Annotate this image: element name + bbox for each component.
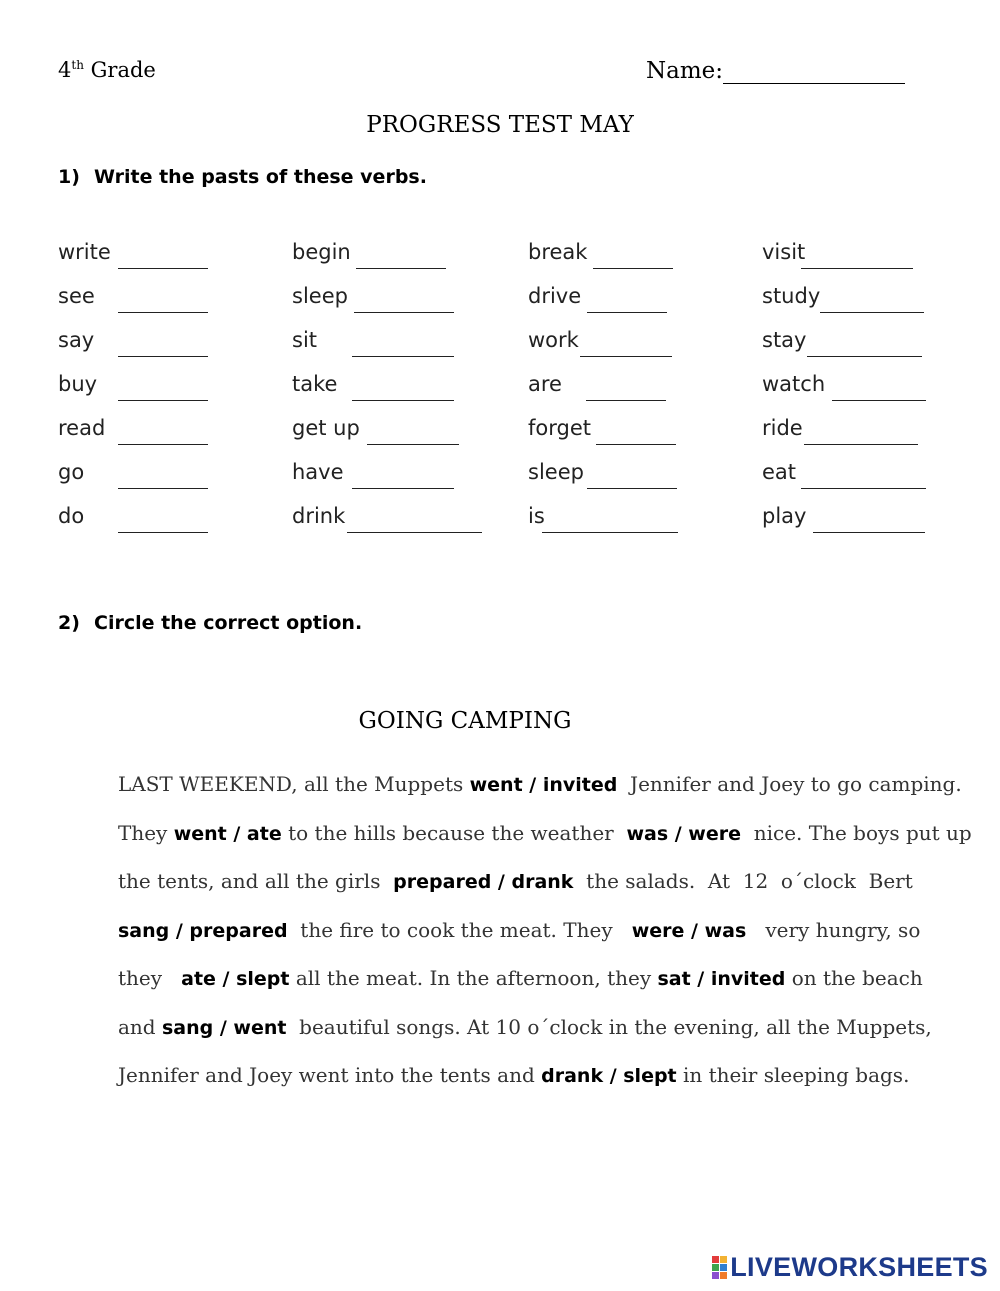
logo-block (720, 1264, 727, 1271)
liveworksheets-blocks-icon (712, 1256, 727, 1279)
logo-block (712, 1264, 719, 1271)
verb-label: forget (528, 416, 591, 440)
story-fragment: nice. The boys put up (741, 820, 972, 845)
story-fragment: LAST WEEKEND, all the Muppets (118, 772, 470, 796)
story-line (118, 861, 913, 901)
grade-label: 4th Grade (58, 58, 156, 82)
logo-block (720, 1256, 727, 1263)
story-fragment: on the beach (785, 966, 923, 990)
answer-blank[interactable] (347, 504, 482, 533)
option-choice[interactable]: sang / prepared (118, 919, 288, 942)
logo-block (720, 1272, 727, 1279)
answer-blank[interactable] (542, 504, 678, 533)
verb-label: is (528, 504, 545, 528)
verb-label: play (762, 504, 807, 528)
story-fragment: they (118, 966, 182, 990)
answer-blank[interactable] (356, 240, 446, 269)
verb-label: ride (762, 416, 803, 440)
answer-blank[interactable] (832, 372, 926, 401)
answer-blank[interactable] (352, 328, 454, 357)
logo-block (712, 1256, 719, 1263)
verb-row (58, 460, 958, 490)
answer-blank[interactable] (352, 460, 454, 489)
verb-label: sleep (528, 460, 584, 484)
answer-blank[interactable] (801, 240, 913, 269)
verb-label: say (58, 328, 95, 352)
verb-row (58, 416, 958, 446)
answer-blank[interactable] (118, 372, 208, 401)
story-fragment: all the meat. In the afternoon, they (289, 966, 658, 990)
answer-blank[interactable] (354, 284, 454, 313)
option-choice[interactable]: prepared / drank (393, 871, 574, 893)
answer-blank[interactable] (352, 372, 454, 401)
story-fragment: Jennifer and Joey went into the tents and (118, 1063, 542, 1087)
verb-label: drink (292, 504, 346, 528)
liveworksheets-logo: LIVEWORKSHEETS (712, 1252, 988, 1283)
option-choice[interactable]: was / were (626, 822, 742, 845)
logo-block (712, 1272, 719, 1279)
answer-blank[interactable] (118, 284, 208, 313)
answer-blank[interactable] (586, 372, 666, 401)
story-title: GOING CAMPING (358, 708, 572, 734)
question-1: 1) Write the pasts of these verbs. (58, 166, 427, 188)
answer-blank[interactable] (801, 460, 926, 489)
name-blank[interactable] (723, 61, 905, 84)
verb-label: see (58, 284, 95, 308)
answer-blank[interactable] (813, 504, 925, 533)
answer-blank[interactable] (587, 284, 667, 313)
option-choice[interactable]: went / ate (173, 822, 282, 845)
story-fragment: They (118, 820, 174, 845)
story-fragment: in their sleeping bags. (676, 1063, 910, 1087)
verb-label: sit (292, 328, 318, 352)
verb-label: write (58, 240, 111, 264)
verb-label: sleep (292, 284, 348, 308)
verb-row (58, 372, 958, 402)
story-line (118, 1055, 909, 1095)
option-choice[interactable]: sat / invited (657, 968, 786, 990)
verb-label: get up (292, 416, 360, 440)
page-title: PROGRESS TEST MAY (366, 112, 634, 138)
verb-row (58, 328, 958, 358)
option-choice[interactable]: sang / went (161, 1016, 287, 1039)
story-fragment: the salads. At 12 o´clock Bert (573, 869, 913, 893)
answer-blank[interactable] (807, 328, 922, 357)
verb-label: visit (762, 240, 806, 264)
verb-label: buy (58, 372, 98, 396)
answer-blank[interactable] (820, 284, 924, 313)
story-line (118, 813, 972, 853)
answer-blank[interactable] (596, 416, 676, 445)
answer-blank[interactable] (587, 460, 677, 489)
verb-label: break (528, 240, 588, 264)
story-fragment: to the hills because the weather (281, 820, 627, 845)
answer-blank[interactable] (593, 240, 673, 269)
story-line (118, 764, 962, 804)
verb-row (58, 504, 958, 534)
story-fragment: Jennifer and Joey to go camping. (617, 772, 962, 796)
verb-label: drive (528, 284, 582, 308)
verb-row (58, 240, 958, 270)
answer-blank[interactable] (580, 328, 672, 357)
verb-label: study (762, 284, 821, 308)
story-line (118, 1007, 932, 1047)
answer-blank[interactable] (118, 460, 208, 489)
story-fragment: the fire to cook the meat. They (287, 917, 632, 942)
answer-blank[interactable] (118, 416, 208, 445)
story-fragment: very hungry, so (746, 917, 921, 942)
answer-blank[interactable] (367, 416, 459, 445)
verb-label: stay (762, 328, 807, 352)
verb-label: do (58, 504, 85, 528)
verb-label: watch (762, 372, 826, 396)
name-label: Name: (646, 58, 724, 84)
verb-label: eat (762, 460, 797, 484)
story-line (118, 958, 923, 998)
option-choice[interactable]: went / invited (469, 774, 618, 796)
name-field (646, 58, 905, 84)
story-fragment: beautiful songs. At 10 o´clock in the evening, all the Muppets, (286, 1014, 932, 1039)
answer-blank[interactable] (804, 416, 918, 445)
answer-blank[interactable] (118, 328, 208, 357)
story-fragment: and (118, 1014, 162, 1039)
verb-label: read (58, 416, 106, 440)
option-choice[interactable]: were / was (631, 919, 747, 942)
verb-label: work (528, 328, 579, 352)
story-line (118, 910, 920, 950)
option-choice[interactable]: drank / slept (541, 1065, 677, 1087)
verb-row (58, 284, 958, 314)
question-2: 2) Circle the correct option. (58, 612, 363, 634)
verb-label: take (292, 372, 338, 396)
option-choice[interactable]: ate / slept (181, 968, 290, 990)
answer-blank[interactable] (118, 240, 208, 269)
verb-label: go (58, 460, 85, 484)
verb-label: are (528, 372, 562, 396)
story-fragment: the tents, and all the girls (118, 869, 394, 893)
answer-blank[interactable] (118, 504, 208, 533)
verb-label: have (292, 460, 344, 484)
verb-label: begin (292, 240, 351, 264)
